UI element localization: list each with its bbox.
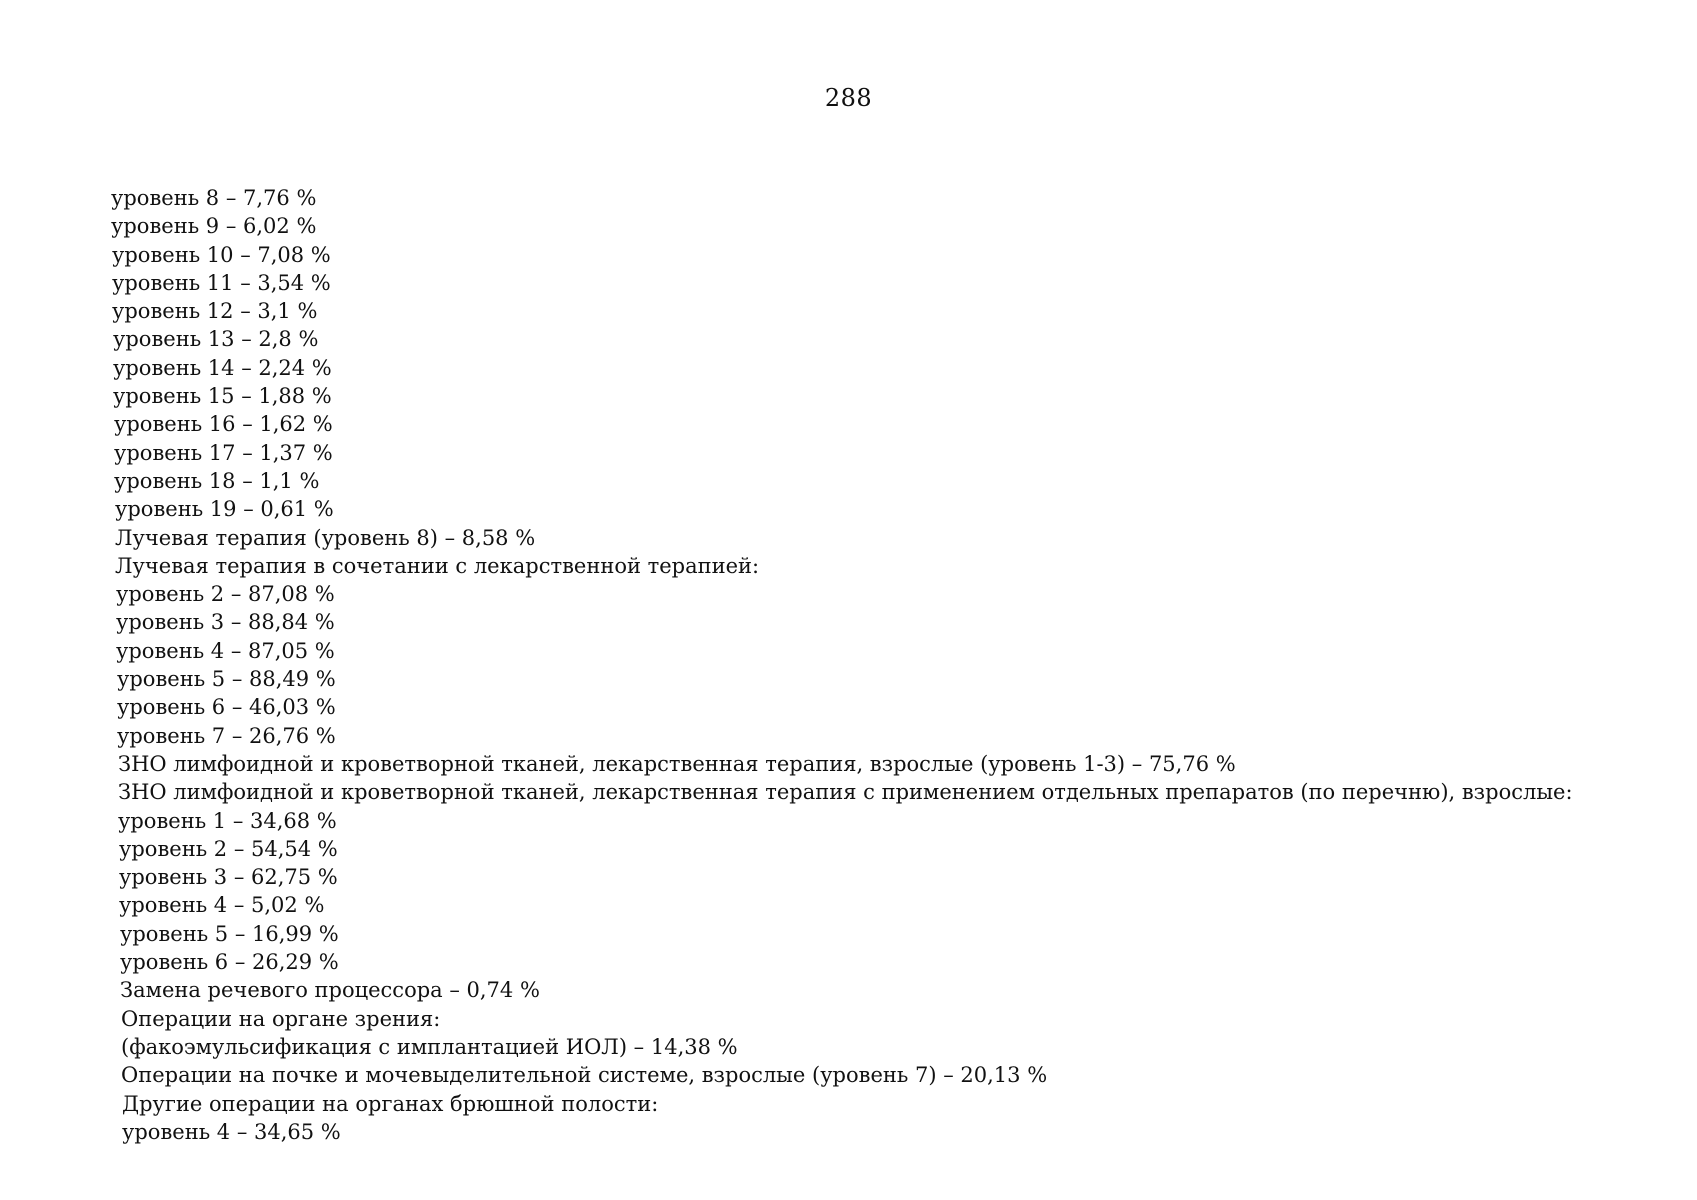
text-line: Операции на почке и мочевыделительной системе, взрослые (уровень 7) – 20,13 % (121, 1063, 1048, 1088)
text-line: уровень 6 – 26,29 % (120, 950, 339, 975)
text-line: уровень 11 – 3,54 % (112, 270, 331, 295)
text-line: уровень 4 – 5,02 % (119, 893, 325, 918)
text-line: уровень 8 – 7,76 % (111, 186, 317, 210)
text-line: Другие операции на органах брюшной полости: (122, 1091, 659, 1116)
text-line: уровень 10 – 7,08 % (112, 242, 331, 267)
text-line: уровень 9 – 6,02 % (111, 214, 317, 239)
text-line: уровень 17 – 1,37 % (114, 440, 333, 465)
text-line: уровень 3 – 88,84 % (116, 610, 335, 635)
text-line: уровень 13 – 2,8 % (113, 327, 319, 352)
text-line: уровень 18 – 1,1 % (114, 468, 320, 493)
text-line: уровень 2 – 87,08 % (116, 582, 335, 607)
text-line: ЗНО лимфоидной и кроветворной тканей, лекарственная терапия, взрослые (уровень 1-3) – 75,76 % (118, 751, 1236, 776)
text-line: уровень 5 – 16,99 % (120, 921, 339, 946)
text-line: Лучевая терапия (уровень 8) – 8,58 % (115, 525, 536, 550)
text-line: уровень 1 – 34,68 % (118, 808, 337, 833)
text-line: уровень 4 – 34,65 % (122, 1119, 341, 1144)
text-line: уровень 16 – 1,62 % (114, 412, 333, 437)
text-line: Операции на органе зрения: (121, 1006, 441, 1031)
text-line: уровень 15 – 1,88 % (113, 384, 332, 409)
text-line: Лучевая терапия в сочетании с лекарственной терапией: (115, 553, 760, 578)
text-line: уровень 7 – 26,76 % (117, 723, 336, 748)
text-line: уровень 5 – 88,49 % (117, 667, 336, 692)
text-line: уровень 6 – 46,03 % (117, 695, 336, 720)
text-line: ЗНО лимфоидной и кроветворной тканей, лекарственная терапия с применением отдельных препаратов (по перечню), взрослые: (118, 780, 1573, 805)
text-line: уровень 12 – 3,1 % (112, 299, 318, 324)
text-line: Замена речевого процессора – 0,74 % (120, 978, 540, 1003)
text-line: уровень 4 – 87,05 % (116, 638, 335, 663)
page-number: 288 (824, 84, 873, 112)
text-line: (факоэмульсификация с имплантацией ИОЛ) – 14,38 % (121, 1034, 738, 1059)
text-line: уровень 14 – 2,24 % (113, 355, 332, 380)
document-text (0, 184, 1697, 1146)
text-line: уровень 2 – 54,54 % (119, 836, 338, 861)
text-line: уровень 19 – 0,61 % (115, 497, 334, 522)
text-line: уровень 3 – 62,75 % (119, 865, 338, 890)
